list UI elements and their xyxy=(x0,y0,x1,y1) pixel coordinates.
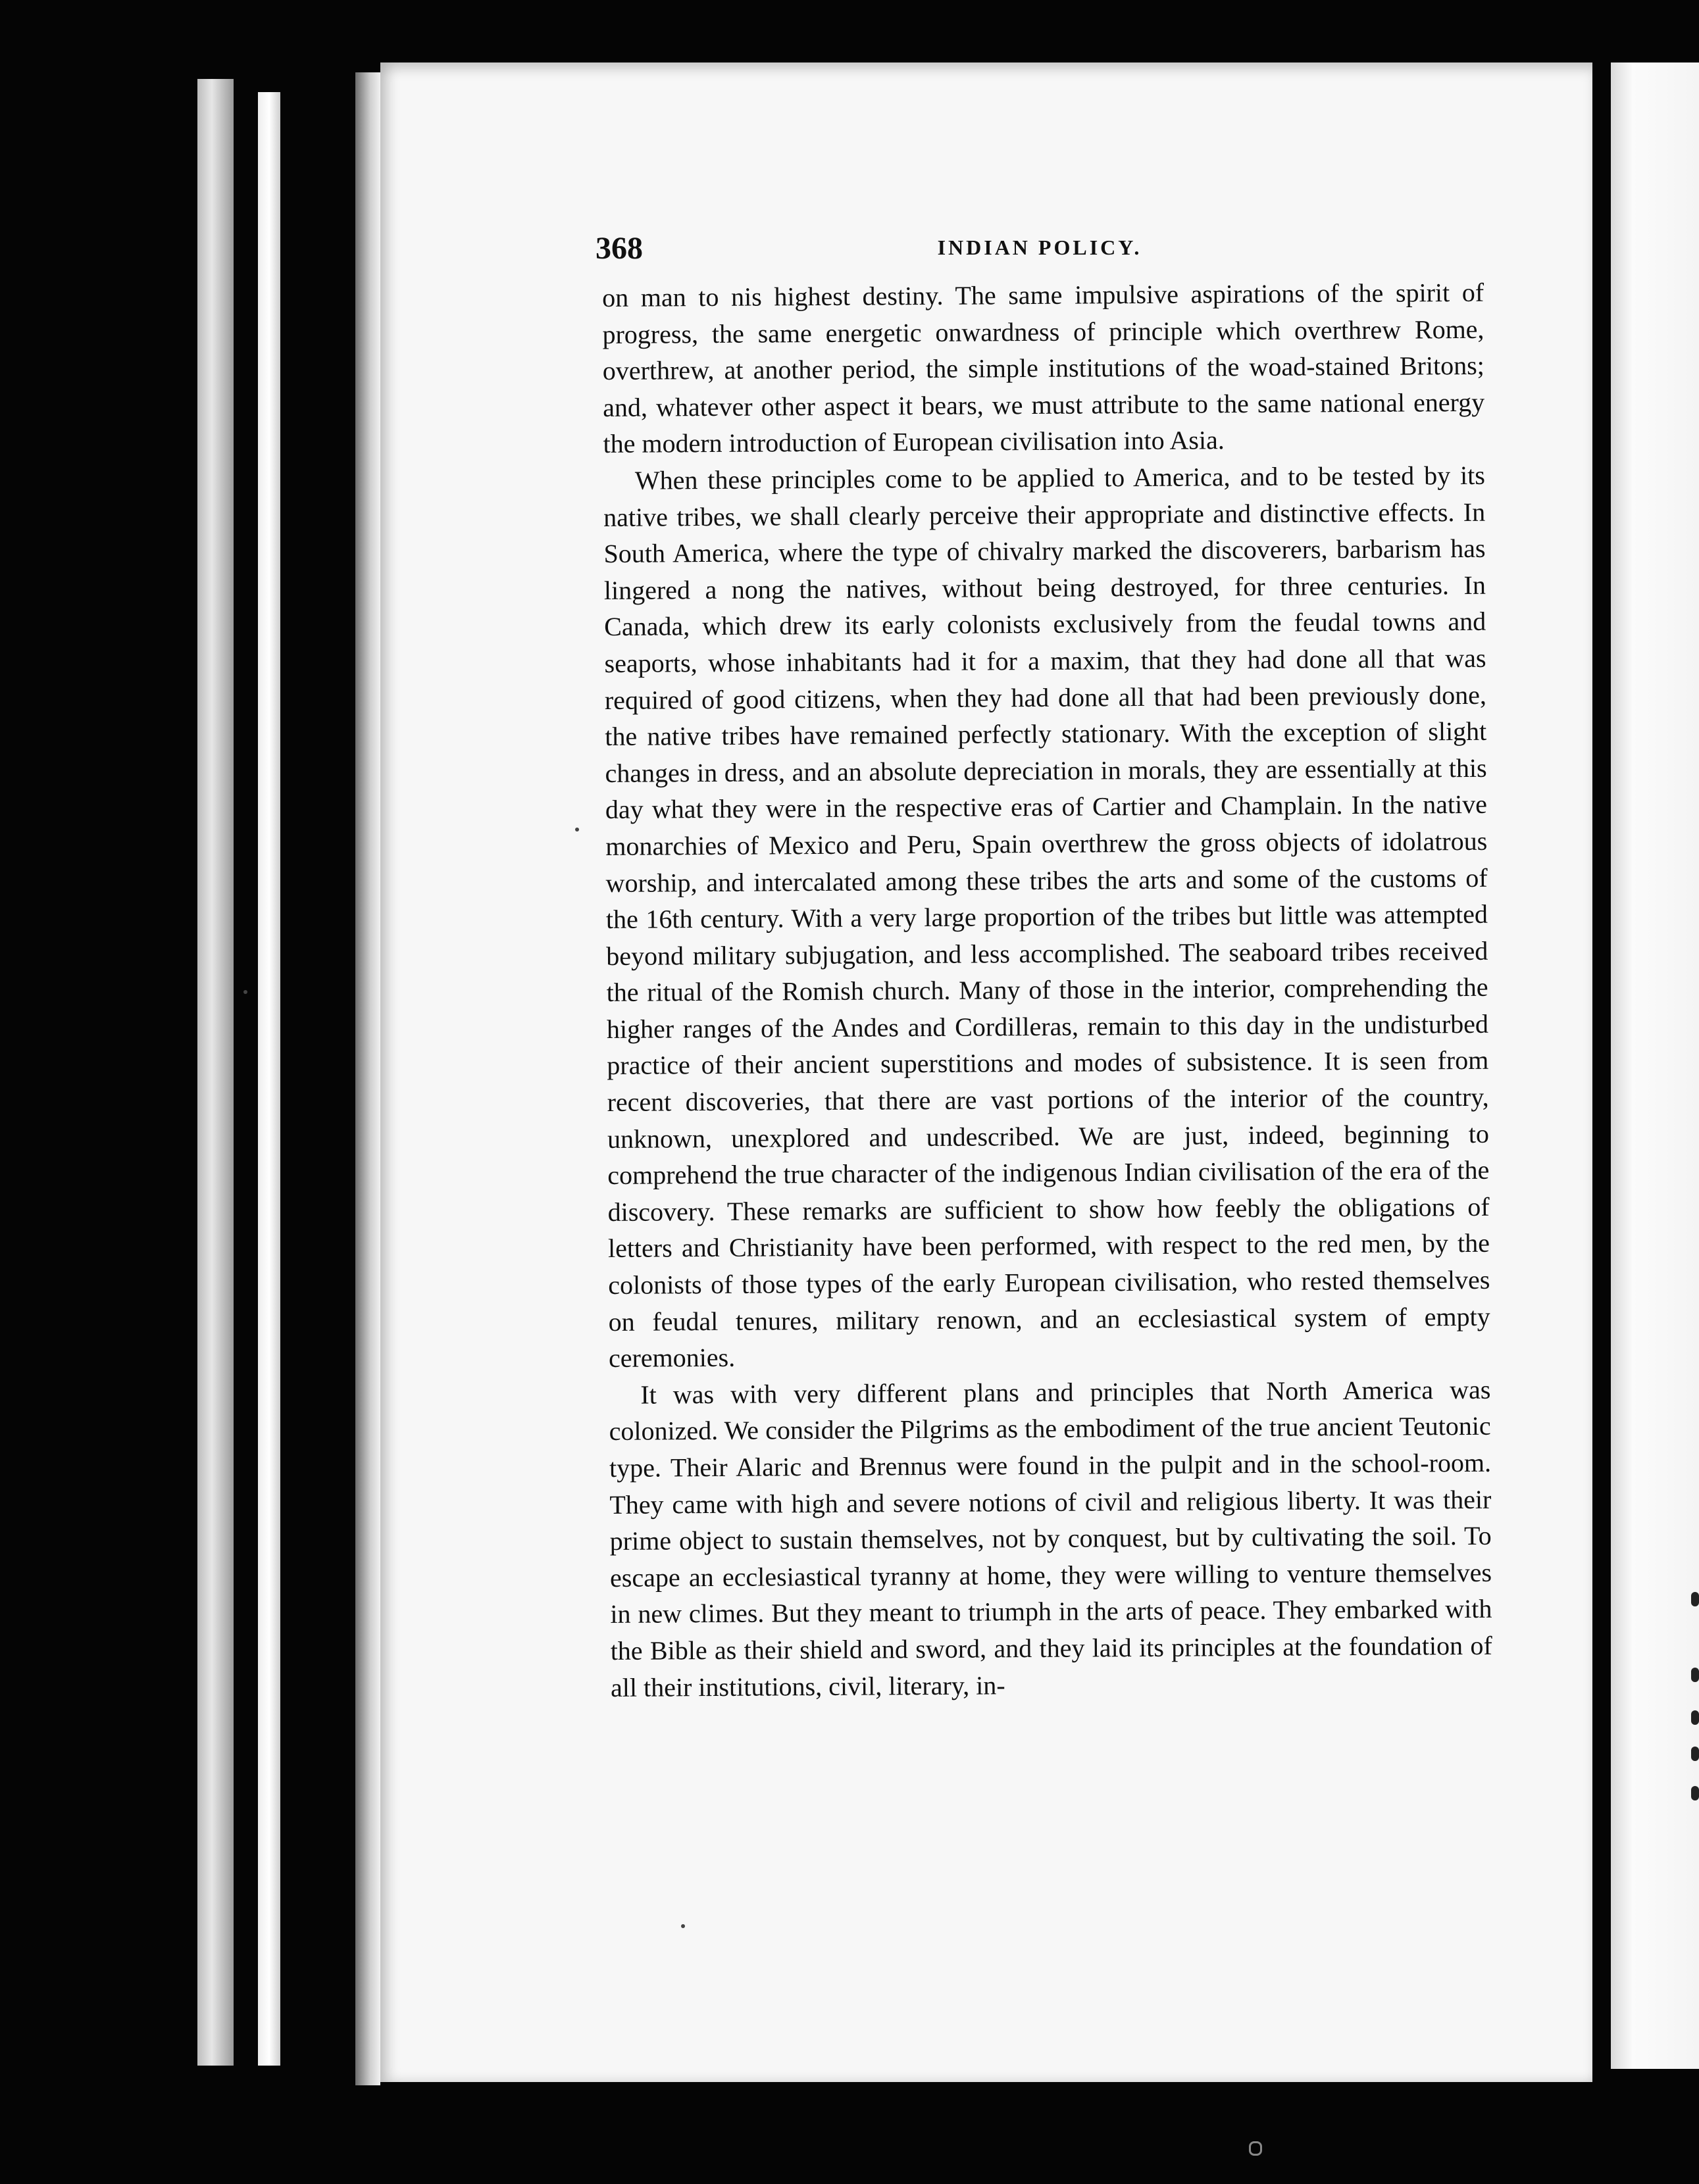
dust-speck xyxy=(243,990,247,994)
running-head: INDIAN POLICY. xyxy=(937,236,1142,259)
scan-artifact xyxy=(1249,2141,1262,2156)
adjacent-page-glyph xyxy=(1691,1592,1699,1606)
page-header xyxy=(596,230,1484,276)
adjacent-page-edge xyxy=(1611,62,1699,2069)
dust-speck xyxy=(575,828,579,831)
adjacent-page-glyph xyxy=(1691,1668,1699,1682)
dust-speck xyxy=(681,1924,685,1928)
book-edge-strip xyxy=(197,79,234,2066)
body-text xyxy=(602,274,1494,1885)
paragraph: on man to nis highest destiny. The same impulsive aspirations of the spirit of progress, the same energetic onwardness of principle which overthrew Rome, overthrew, at another period, the simple institutions of the woad-stained Britons; and, whatever other aspect it bears, we must attribute to the same national energy the modern introduction of European civilisation into Asia. xyxy=(602,277,1485,459)
adjacent-page-glyph xyxy=(1691,1710,1699,1725)
page-gutter-edge xyxy=(355,72,380,2085)
adjacent-page-glyph xyxy=(1691,1786,1699,1800)
paragraph: It was with very different plans and principles that North America was colonized. We consider the Pilgrims as the embodiment of the true ancient Teutonic type. Their Alaric and Brennus were found in the pulpit and in the school-room. They came with high and severe notions of civil and religious liberty. It was their prime object to sustain themselves, not by conquest, but by cultivating the soil. To escape an ecclesiastical tyranny at home, they were willing to venture themselves in new climes. But they meant to triumph in the arts of peace. They embarked with the Bible as their shield and sword, and they laid its principles at the foundation of all their institutions, civil, literary, in- xyxy=(609,1374,1492,1702)
paragraph: When these principles come to be applied to America, and to be tested by its native tribes, we shall clearly perceive their appropriate and distinctive effects. In South America, where the type of chivalry marked the discoverers, barbarism has lingered a nong the natives, without being destroyed, for three centuries. In Canada, which drew its early colonists exclusively from the feudal towns and seaports, whose inhabitants had it for a maxim, that they had done all that was required of good citizens, when they had done all that had been previously done, the native tribes have remained perfectly stationary. With the exception of slight changes in dress, and an absolute depreciation in morals, they are essentially at this day what they were in the respective eras of Cartier and Champlain. In the native monarchies of Mexico and Peru, Spain overthrew the gross objects of idolatrous worship, and intercalated among these tribes the arts and some of the customs of the 16th century. With a very large proportion of the tribes but little was attempted beyond military subjugation, and less accomplished. The seaboard tribes received the ritual of the Romish church. Many of those in the interior, comprehending the higher ranges of the Andes and Cordilleras, remain to this day in the undisturbed practice of their ancient superstitions and modes of subsistence. It is seen from recent discoveries, that there are vast portions of the interior of the country, unknown, unexplored and undescribed. We are just, indeed, beginning to comprehend the true character of the indigenous Indian civilisation of the era of the discovery. These remarks are sufficient to show how feebly the obligations of letters and Christianity have been performed, with respect to the red men, by the colonists of those types of the early European civilisation, who rested themselves on feudal tenures, military renown, and an ecclesiastical system of empty ceremonies. xyxy=(603,460,1490,1374)
page-number: 368 xyxy=(596,231,643,266)
adjacent-page-glyph xyxy=(1691,1747,1699,1761)
book-edge-strip xyxy=(258,92,280,2066)
